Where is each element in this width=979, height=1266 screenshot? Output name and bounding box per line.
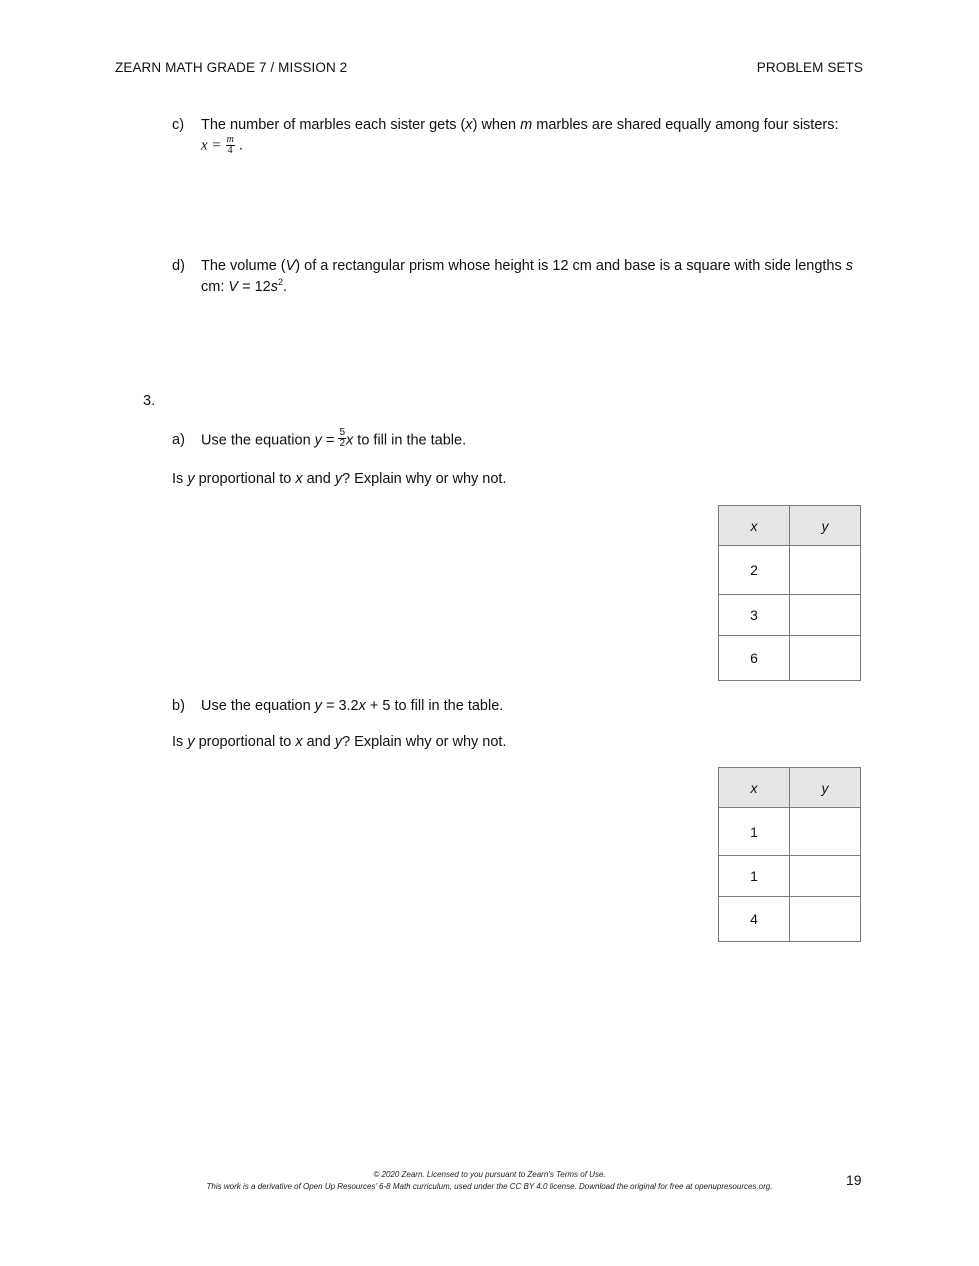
problem-3a-question: Is y proportional to x and y? Explain why or why not. (172, 471, 507, 487)
problem-2c-equation: x = $\frac{m}{4}$ . (201, 134, 243, 156)
table-cell-y[interactable] (790, 636, 861, 681)
problem-3b-text: Use the equation y = 3.2x + 5 to fill in the table. (201, 698, 504, 714)
footer-attribution: This work is a derivative of Open Up Resources’ 6-8 Math curriculum, used under the CC BY 4.0 license. Download the original for free at openupresources.org. (206, 1182, 773, 1191)
table-cell-x: 2 (719, 546, 790, 595)
page-number: 19 (846, 1172, 862, 1188)
table-header-y: y (790, 506, 861, 546)
problem-2c-label: c) (172, 117, 185, 133)
problem-3a-text: Use the equation y = $\frac{5}{2}$ x to fill in the table. (201, 427, 467, 449)
problem-3-number: 3. (143, 393, 156, 409)
problem-2c-text: The number of marbles each sister gets (x) when m marbles are shared equally among four sisters: (201, 117, 839, 133)
problem-2d-label: d) (172, 258, 185, 274)
table-header-y: y (790, 768, 861, 808)
table-cell-x: 3 (719, 595, 790, 636)
table-cell-y[interactable] (790, 595, 861, 636)
table-cell-y[interactable] (790, 808, 861, 856)
table-cell-x: 1 (719, 808, 790, 856)
footer-license: © 2020 Zearn. Licensed to you pursuant to Zearn’s Terms of Use. (373, 1170, 606, 1179)
table-cell-y[interactable] (790, 546, 861, 595)
table-header-x: x (719, 768, 790, 808)
problem-3a-table (718, 505, 861, 681)
table-cell-x: 4 (719, 897, 790, 942)
problem-3b-label: b) (172, 698, 185, 714)
problem-3a-label: a) (172, 432, 185, 448)
header-title: ZEARN MATH GRADE 7 / MISSION 2 (115, 60, 348, 75)
problem-3b-table (718, 767, 861, 942)
problem-2d-text: The volume (V) of a rectangular prism whose height is 12 cm and base is a square with side lengths s (201, 258, 854, 274)
problem-2d-equation: cm: $V = 12s^2$. (201, 277, 288, 295)
table-header-x: x (719, 506, 790, 546)
table-cell-x: 6 (719, 636, 790, 681)
header-section: PROBLEM SETS (756, 60, 863, 75)
table-cell-x: 1 (719, 856, 790, 897)
table-cell-y[interactable] (790, 897, 861, 942)
problem-3b-question: Is y proportional to x and y? Explain why or why not. (172, 734, 507, 750)
table-cell-y[interactable] (790, 856, 861, 897)
